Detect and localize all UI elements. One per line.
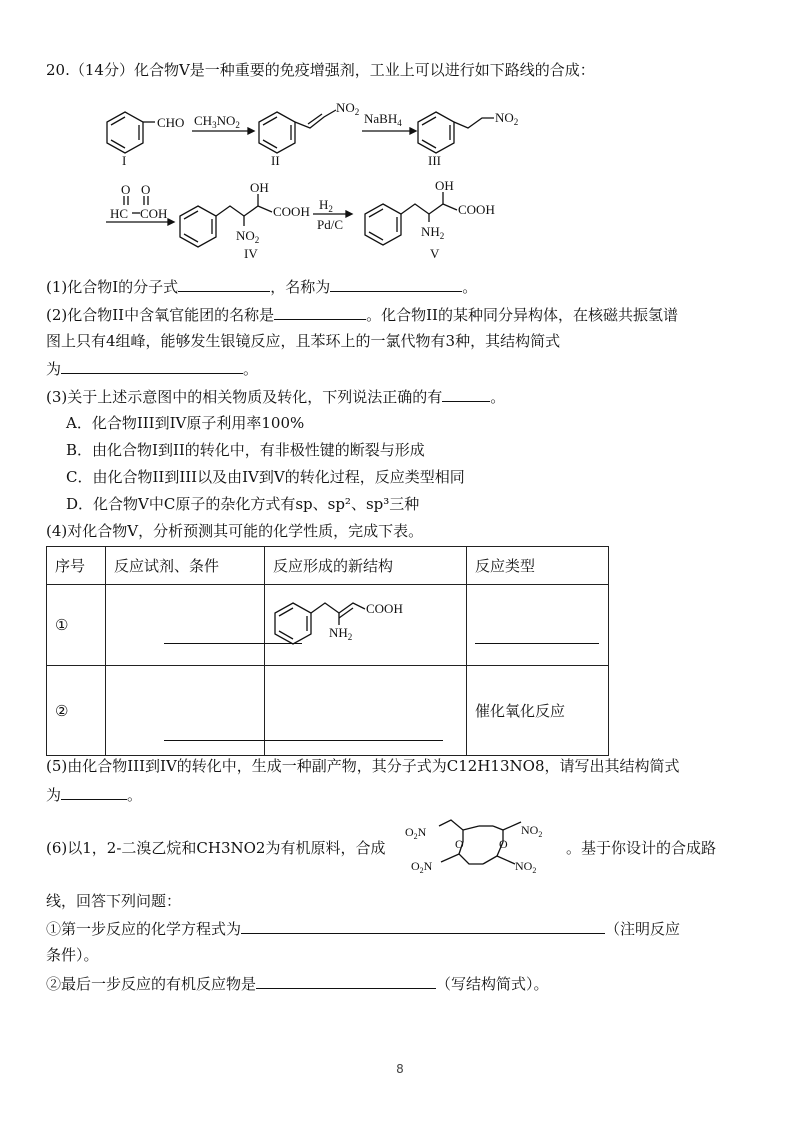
header-type: 反应类型 (467, 547, 609, 585)
header-structure: 反应形成的新结构 (265, 547, 467, 585)
q6-sub1-cont: 条件）。 (46, 946, 99, 964)
target-o-right: O (499, 837, 508, 851)
q5-structure-blank[interactable] (61, 784, 127, 800)
reagent-pdc: Pd/C (317, 217, 344, 232)
q6-sub1: ①第一步反应的化学方程式为 （注明反应 (46, 920, 681, 938)
nitro-group-2: $NO_2$ (336, 100, 360, 117)
q6-stem-b: 。基于你设计的合成路 (566, 839, 717, 857)
q6-target-molecule (403, 812, 563, 876)
q5-line1: (5)由化合物III到IV的转化中，生成一种副产物，其分子式为C12H13NO8，请写出其结构简式 (46, 757, 680, 775)
label-compound-4: IV (244, 246, 258, 261)
row1-reagent-blank[interactable] (164, 643, 302, 644)
q6-equation-blank[interactable] (241, 918, 605, 934)
glyoxylic-hc: HC (110, 206, 129, 221)
label-compound-2: II (271, 153, 280, 168)
q1-line: (1)化合物I的分子式 ，名称为 。 (46, 278, 478, 296)
q2-line2: 图上只有4组峰，能够发生银镜反应，且苯环上的一氯代物有3种，其结构简式 (46, 332, 561, 350)
header-no: 序号 (47, 547, 106, 585)
row1-cooh: COOH (366, 601, 403, 616)
q6-line2: 线，回答下列问题： (46, 892, 182, 910)
q3-option-a[interactable]: A．化合物III到IV原子利用率100% (66, 414, 305, 432)
reagent-h2: $H_2$ (319, 197, 333, 214)
row1-reagent-cell[interactable] (106, 585, 265, 666)
hydroxy-group-4: OH (250, 180, 269, 195)
q5-line2: 为 。 (46, 786, 143, 804)
q3-stem: (3)关于上述示意图中的相关物质及转化，下列说法正确的有 。 (46, 388, 506, 406)
row1-nh2: $NH_2$ (329, 625, 353, 642)
row2-type: 催化氧化反应 (467, 666, 609, 756)
label-compound-1: I (122, 153, 127, 168)
row2-structure-cell[interactable] (265, 666, 467, 756)
benzene-ring-compound-2 (259, 112, 295, 153)
cooh-group-4: COOH (273, 204, 310, 219)
q6-sub2: ②最后一步反应的有机反应物是 （写结构简式）。 (46, 975, 549, 993)
benzene-ring-compound-1 (107, 112, 143, 153)
target-o-left: O (455, 837, 464, 851)
benzene-ring-compound-5 (365, 204, 401, 245)
glyoxylic-coh: COH (140, 206, 168, 221)
row1-type-cell[interactable] (467, 585, 609, 666)
target-no2-bl: $O_2N$ (411, 859, 433, 875)
target-no2-tr: $NO_2$ (521, 823, 543, 839)
q6-stem-a: (6)以1，2-二溴乙烷和CH3NO2为有机原料，合成 (46, 839, 386, 857)
row2-no: ② (47, 666, 106, 756)
cooh-group-5: COOH (458, 202, 495, 217)
page-number: 8 (396, 1062, 404, 1076)
q2-group-blank[interactable] (274, 304, 366, 320)
benzene-ring-compound-4 (180, 206, 216, 247)
row1-type-blank[interactable] (475, 643, 599, 644)
q3-option-b[interactable]: B．由化合物I到II的转化中，有非极性键的断裂与形成 (66, 441, 425, 459)
q4-table (46, 546, 609, 756)
amino-group-5: $NH_2$ (421, 224, 445, 241)
q6-reactant-blank[interactable] (256, 973, 436, 989)
q2-line3: 为 。 (46, 360, 259, 378)
oxygen-right: O (141, 182, 151, 197)
q1-name-blank[interactable] (330, 276, 462, 292)
row2-structure-blank[interactable] (273, 740, 443, 741)
row1-no: ① (47, 585, 106, 666)
table-row (47, 666, 609, 756)
target-no2-br: $NO_2$ (515, 859, 537, 875)
question-header: 20.（14分）化合物V是一种重要的免疫增强剂，工业上可以进行如下路线的合成： (46, 61, 595, 79)
table-row (47, 585, 609, 666)
q3-option-d[interactable]: D．化合物V中C原子的杂化方式有sp、sp²、sp³三种 (66, 495, 420, 513)
oxygen-left: O (121, 182, 131, 197)
cho-group: CHO (157, 115, 185, 130)
label-compound-5: V (430, 246, 440, 261)
q1-formula-blank[interactable] (178, 276, 270, 292)
nitro-group-4: $NO_2$ (236, 228, 260, 245)
header-reagent: 反应试剂、条件 (106, 547, 265, 585)
reagent-nabh4: NaBH$_4$ (364, 111, 402, 128)
target-no2-tl: $O_2N$ (405, 825, 427, 841)
nitro-group-3: $NO_2$ (495, 110, 519, 127)
q3-option-c[interactable]: C．由化合物II到III以及由IV到V的转化过程，反应类型相同 (66, 468, 465, 486)
table-header-row (47, 547, 609, 585)
synthesis-scheme (0, 0, 800, 270)
hydroxy-group-5: OH (435, 178, 454, 193)
label-compound-3: III (428, 153, 441, 168)
row1-structure (265, 585, 458, 661)
q2-structure-blank[interactable] (61, 358, 243, 374)
q3-answer-blank[interactable] (442, 386, 490, 402)
reagent-ch3no2: $CH_3NO_2$ (194, 113, 240, 130)
row2-reagent-cell[interactable] (106, 666, 265, 756)
row1-structure-cell (265, 585, 467, 666)
q4-stem: (4)对化合物V，分析预测其可能的化学性质，完成下表。 (46, 522, 424, 540)
q2-line1: (2)化合物II中含氧官能团的名称是 。化合物II的某种同分异构体，在核磁共振氢谱 (46, 306, 678, 324)
benzene-ring-compound-3 (418, 112, 454, 153)
